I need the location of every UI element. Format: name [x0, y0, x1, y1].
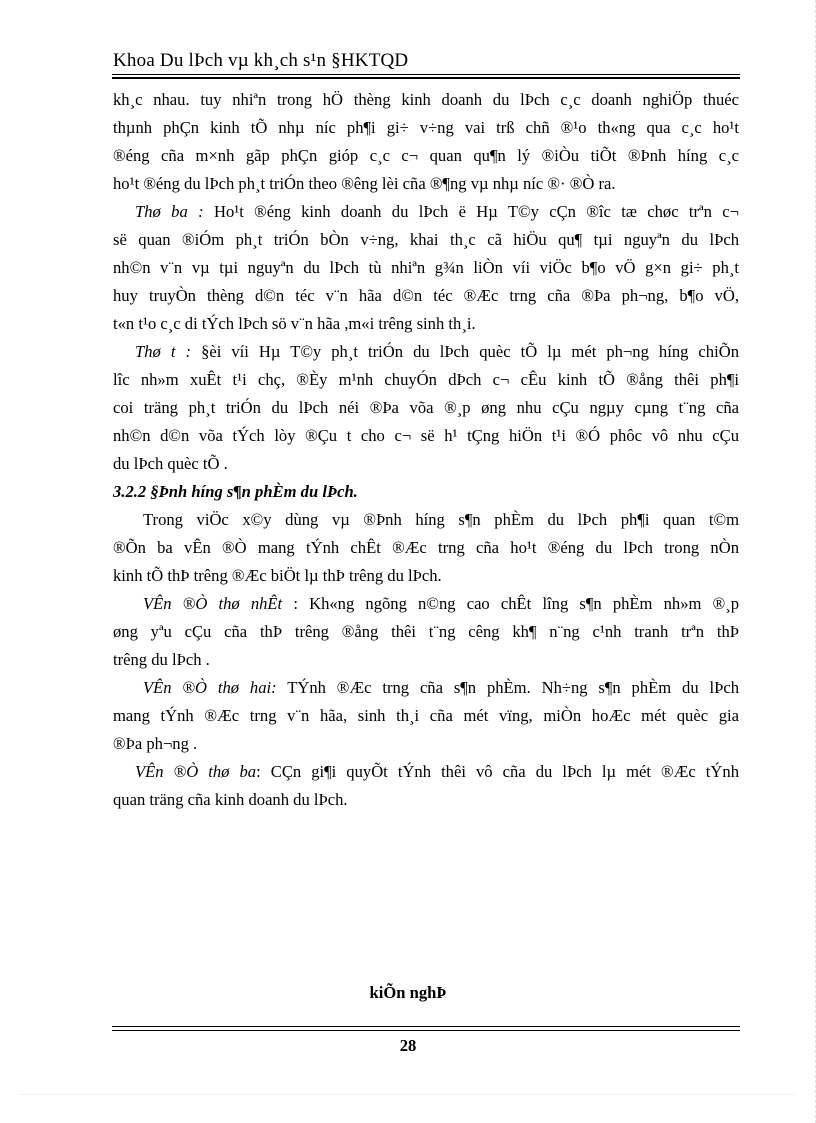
paragraph-6 [113, 674, 739, 758]
text-line: lîc nh»m xuÊt t¹i chç, ®Èy m¹nh chuyÓn dÞch c¬ cÊu kinh tÕ ®ång thêi ph¶i [113, 370, 739, 389]
text-line [113, 338, 739, 366]
text-line: kh¸c nhau. tuy nhiªn trong hÖ thèng kinh doanh du lÞch c¸c doanh nghiÖp thuéc [113, 90, 739, 109]
paragraph-3 [113, 338, 739, 478]
text-line: thµnh phÇn kinh tÕ nhµ níc ph¶i gi÷ v÷ng vai trß chñ ®¹o th«ng qua c¸c ho¹t [113, 118, 739, 137]
text-line: t«n t¹o c¸c di tÝch lÞch sö v¨n hãa ,m«i trêng sinh th¸i. [113, 314, 476, 333]
text-run: : Kh«ng ngõng n©ng cao chÊt lîng s¶n phÈm nh»m ®¸p [293, 594, 739, 613]
text-line: mang tÝnh ®Æc trng v¨n hãa, sinh th¸i cña mét vïng, miÒn hoÆc mét quèc gia [113, 706, 739, 725]
paragraph-7 [113, 758, 739, 814]
paragraph-1 [113, 86, 739, 198]
text-run: : CÇn gi¶i quyÕt tÝnh thêi vô cña du lÞch lµ mét ®Æc tÝnh [256, 762, 739, 781]
text-line: øng yªu cÇu cña thÞ trêng ®ång thêi t¨ng cêng kh¶ n¨ng c¹nh tranh trªn thÞ [113, 622, 739, 641]
text-line: ®éng cña m×nh gãp phÇn gióp c¸c c¬ quan qu¶n lý ®iÒu tiÕt ®Þnh híng c¸c [113, 146, 739, 165]
paragraph-5 [113, 590, 739, 674]
text-run: §èi víi Hµ T©y ph¸t triÓn du lÞch quèc tÕ lµ mét ph¬ng híng chiÕn [201, 342, 739, 361]
paragraph-label: Thø ba : [135, 202, 204, 221]
page-header-title: Khoa Du lÞch vµ kh¸ch s¹n §HKTQD [113, 50, 409, 71]
footer-rule-top [112, 1026, 740, 1027]
text-line: së quan ®iÓm ph¸t triÓn bÒn v÷ng, khai th¸c cã hiÖu qu¶ tµi nguyªn du lÞch [113, 230, 739, 249]
paragraph-2 [113, 198, 739, 338]
text-line [113, 590, 739, 618]
text-line: quan träng cña kinh doanh du lÞch. [113, 790, 348, 809]
section-heading [113, 478, 739, 506]
closing-title: kiÕn nghÞ [369, 983, 447, 1002]
text-run: Ho¹t ®éng kinh doanh du lÞch ë Hµ T©y cÇn ®îc tæ chøc trªn c¬ [213, 202, 739, 221]
text-line [113, 674, 739, 702]
text-line: coi träng ph¸t triÓn du lÞch néi ®Þa võa ®¸p øng nhu cÇu ngµy cµng t¨ng cña [113, 398, 739, 417]
paragraph-label: VÊn ®Ò thø ba [135, 762, 257, 781]
page-number: 28 [399, 1036, 417, 1055]
header-rule-bottom [112, 77, 740, 79]
text-line: huy truyÒn thèng d©n téc v¨n hãa d©n téc ®Æc trng cña ®Þa ph¬ng, b¶o vÖ, [113, 286, 739, 305]
header-rule-top [112, 74, 740, 75]
text-line: nh©n v¨n vµ tµi nguyªn du lÞch tù nhiªn g¾n liÒn víi viÖc b¶o vÖ g×n gi÷ ph¸t [113, 258, 739, 277]
text-line: du lÞch quèc tÕ . [113, 454, 228, 473]
text-line: trêng du lÞch . [113, 650, 210, 669]
text-run: TÝnh ®Æc trng cña s¶n phÈm. Nh÷ng s¶n phÈm du lÞch [287, 678, 739, 697]
text-line [113, 758, 739, 786]
footer-rule-bottom [112, 1030, 740, 1031]
paragraph-label: VÊn ®Ò thø nhÊt [143, 594, 283, 613]
paragraph-label: VÊn ®Ò thø hai: [143, 678, 277, 697]
document-body [113, 86, 739, 814]
text-line [113, 198, 739, 226]
text-line: kinh tÕ thÞ trêng ®Æc biÖt lµ thÞ trêng du lÞch. [113, 566, 442, 585]
text-line: ®Õn ba vÊn ®Ò mang tÝnh chÊt ®Æc trng cña ho¹t ®éng du lÞch trong nÒn [113, 538, 739, 557]
paragraph-4 [113, 506, 739, 590]
text-line: ho¹t ®éng du lÞch ph¸t triÓn theo ®êng lèi cña ®¶ng vµ nhµ níc ®· ®Ò ra. [113, 174, 616, 193]
paragraph-label: Thø t : [135, 342, 192, 361]
text-line: ®Þa ph¬ng . [113, 734, 198, 753]
section-heading-text: 3.2.2 §Þnh híng s¶n phÈm du lÞch. [113, 482, 358, 501]
text-line: nh©n d©n võa tÝch lòy ®Çu t cho c¬ së h¹ tÇng hiÖn t¹i ®Ó phôc vô nhu cÇu [113, 426, 739, 445]
text-line: Trong viÖc x©y dùng vµ ®Þnh híng s¶n phÈm du lÞch ph¶i quan t©m [143, 510, 739, 529]
page-edge-bottom [20, 1094, 796, 1095]
